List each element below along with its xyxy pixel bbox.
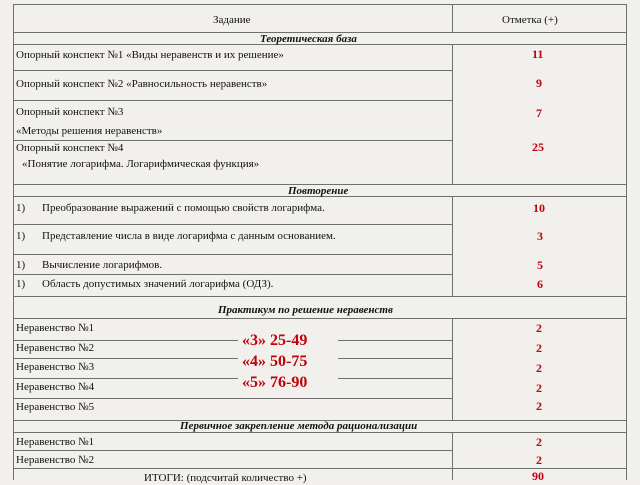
- mark-value: 2: [536, 435, 542, 449]
- row-divider: [13, 358, 453, 359]
- table-row: Область допустимых значений логарифма (ОДЗ).: [42, 278, 274, 290]
- mark-value: 2: [536, 341, 542, 355]
- mark-value: 6: [537, 277, 543, 291]
- table-row: «Понятие логарифма. Логарифмическая функция»: [22, 158, 260, 170]
- mark-value: 3: [537, 229, 543, 243]
- mark-value: 2: [536, 381, 542, 395]
- mark-value: 2: [536, 321, 542, 335]
- table-row: Неравенство №4: [16, 381, 95, 393]
- mark-value: 9: [536, 76, 542, 90]
- row-divider: [13, 224, 453, 225]
- row-divider: [13, 140, 453, 141]
- row-divider: [13, 274, 453, 275]
- mark-value: 5: [537, 258, 543, 272]
- table-row: Преобразование выражений с помощью свойств логарифма.: [42, 202, 325, 214]
- table-row: Неравенство №5: [16, 401, 95, 413]
- grade-scale-3: «3» 25-49: [242, 332, 308, 349]
- table-row: Представление числа в виде логарифма с данным основанием.: [42, 230, 336, 242]
- column-header-mark: Отметка (+): [502, 14, 558, 26]
- section-title-practice: Практикум по решение неравенств: [218, 304, 393, 316]
- mark-value: 2: [536, 399, 542, 413]
- table-row: Неравенство №1: [16, 436, 95, 448]
- table-row: Неравенство №2: [16, 342, 95, 354]
- row-divider: [13, 450, 453, 451]
- mark-value: 2: [536, 361, 542, 375]
- row-divider: [13, 100, 453, 101]
- table-row: «Методы решения неравенств»: [16, 125, 163, 137]
- table-border-left: [13, 4, 14, 480]
- row-divider: [13, 254, 453, 255]
- list-number: 1): [16, 259, 26, 271]
- total-label: ИТОГИ: (подсчитай количество +): [144, 472, 307, 484]
- table-row: Неравенство №3: [16, 361, 95, 373]
- table-row: Неравенство №2: [16, 454, 95, 466]
- table-row: Вычисление логарифмов.: [42, 259, 163, 271]
- row-divider: [13, 378, 453, 379]
- grade-scale-5: «5» 76-90: [242, 374, 308, 391]
- table-border-top: [13, 4, 627, 5]
- row-divider: [13, 318, 627, 319]
- section-title-theory: Теоретическая база: [260, 33, 357, 45]
- total-value: 90: [532, 469, 544, 483]
- list-number: 1): [16, 230, 26, 242]
- mark-value: 25: [532, 140, 544, 154]
- column-divider: [452, 44, 453, 184]
- row-divider: [13, 70, 453, 71]
- mark-value: 10: [533, 201, 545, 215]
- column-divider: [452, 318, 453, 420]
- section-title-repeat: Повторение: [288, 185, 349, 197]
- table-row: Опорный конспект №4: [16, 142, 124, 154]
- list-number: 1): [16, 202, 26, 214]
- column-divider: [452, 4, 453, 32]
- table-row: Опорный конспект №3: [16, 106, 124, 118]
- table-row: Неравенство №1: [16, 322, 95, 334]
- mark-value: 11: [532, 47, 544, 61]
- mark-value: 7: [536, 106, 542, 120]
- column-divider: [452, 432, 453, 480]
- row-divider: [13, 296, 627, 297]
- grade-scale-4: «4» 50-75: [242, 353, 308, 370]
- mark-value: 2: [536, 453, 542, 467]
- table-border-right: [626, 4, 627, 480]
- list-number: 1): [16, 278, 26, 290]
- table-row: Опорный конспект №2 «Равносильность неравенств»: [16, 78, 268, 90]
- column-divider: [452, 196, 453, 296]
- section-title-primary: Первичное закрепление метода рационализации: [180, 420, 418, 432]
- row-divider: [13, 340, 453, 341]
- column-header-task: Задание: [213, 14, 251, 26]
- row-divider: [13, 398, 453, 399]
- table-row: Опорный конспект №1 «Виды неравенств и их решение»: [16, 49, 284, 61]
